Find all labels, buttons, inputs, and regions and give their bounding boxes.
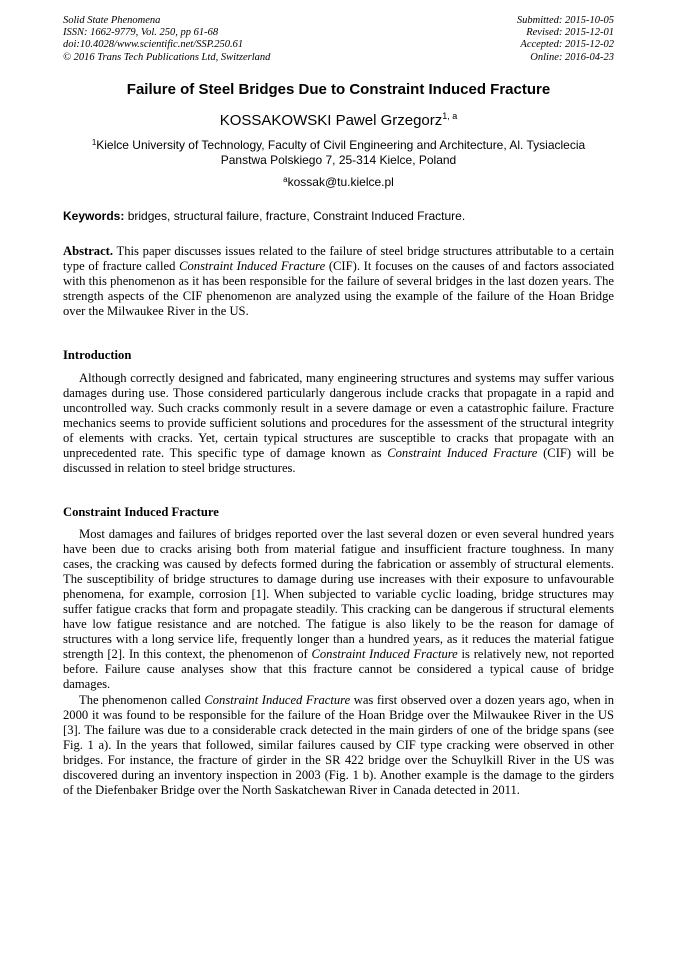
date-online: Online: 2016-04-23 xyxy=(530,51,614,63)
email-superscript: a xyxy=(283,175,288,184)
abstract xyxy=(63,244,614,319)
affiliation-line-2: Panstwa Polskiego 7, 25-314 Kielce, Poland xyxy=(220,153,457,167)
cif-p2-italic-term: Constraint Induced Fracture xyxy=(204,692,351,707)
cif-heading: Constraint Induced Fracture xyxy=(63,505,219,519)
cif-p1-italic-term: Constraint Induced Fracture xyxy=(311,647,458,662)
abstract-label: Abstract. xyxy=(63,244,114,258)
affiliation xyxy=(63,138,614,168)
abstract-text-1: This paper discusses issues related to the failure of steel bridge structures attributable to a certain type of fracture called xyxy=(63,244,614,274)
journal-copyright: © 2016 Trans Tech Publications Ltd, Switzerland xyxy=(63,51,271,63)
cif-p1-text-1: Most damages and failures of bridges reported over the last several dozen or even several hundred years have been due to cracks arising both from material fatigue and insufficient fracture toughness. In many cases, the cracking was caused by defects formed during the fabrication or assembly of structural elements. The susceptibility of bridge structures to damage during use increases with their exposure to unfavourable phenomena, for example, corrosion [1]. When subjected to variable cyclic loading, bridge structures may suffer fatigue cracks that form and propagate steadily. This cracking can be dangerous if structural elements have low fatigue resistance and are notched. The fatigue is also likely to be the reason for damage of structures with a long service life, frequently longer than a hundred years, as it reduces the material fatigue strength [2]. In this context, the phenomenon of xyxy=(63,527,614,662)
cif-p2-text-2: was first observed over a dozen years ago, when in 2000 it was found to be responsible for the failure of the Hoan Bridge over the Milwaukee River in the US [3]. The failure was due to a considerable crack detected in the main girders of one of the bridge spans (see Fig. 1 a). In the years that followed, similar failures caused by CIF type cracking were observed in other bridges. For instance, the fracture of girder in the SR 422 bridge over the Schuylkill River in the US was discovered during an inventory inspection in 2003 (Fig. 1 b). Another example is the damage to the girders of the Diefenbaker Bridge over the North Saskatchewan River in Canada detected in 2011. xyxy=(63,692,614,797)
paper-title: Failure of Steel Bridges Due to Constraint Induced Fracture xyxy=(126,81,551,98)
cif-section xyxy=(63,527,614,798)
cif-p2-text-1: The phenomenon called xyxy=(79,692,205,707)
introduction-heading: Introduction xyxy=(63,348,132,362)
date-submitted: Submitted: 2015-10-05 xyxy=(516,15,614,26)
author-email xyxy=(63,175,614,190)
journal-name: Solid State Phenomena xyxy=(63,15,161,26)
keywords-text: bridges, structural failure, fracture, Constraint Induced Fracture. xyxy=(124,209,466,223)
introduction-paragraph xyxy=(63,371,614,476)
introduction-text-2: (CIF) will be discussed in relation to steel bridge structures. xyxy=(63,446,614,476)
cif-p1-text-2: is relatively new, not reported before. Failure cause analyses show that this fracture cannot be considered a typical cause of bridge damages. xyxy=(63,647,614,692)
author-line xyxy=(63,112,614,130)
journal-doi[interactable]: doi:10.4028/www.scientific.net/SSP.250.61 xyxy=(63,39,244,51)
email-address[interactable]: kossak@tu.kielce.pl xyxy=(287,175,394,189)
affiliation-superscript: 1 xyxy=(91,138,97,147)
keywords-label: Keywords: xyxy=(63,209,125,223)
journal-header xyxy=(63,15,383,64)
journal-issn: ISSN: 1662-9779, Vol. 250, pp 61-68 xyxy=(63,27,219,39)
cif-paragraph-2 xyxy=(63,693,614,798)
introduction-text-1: Although correctly designed and fabricated, many engineering structures and systems may suffer various damages during use. Those considered particularly dangerous include cracks that propagate in a rapid and uncontrolled way. Such cracks commonly result in a severe damage or even a catastrophic failure. Fracture mechanics seems to provide sufficient solutions and procedures for the assessment of the structural integrity of elements with cracks. Yet, certain typical structures are susceptible to cracks that propagate with an unprecedented rate. This specific type of damage known as xyxy=(63,371,614,461)
date-accepted: Accepted: 2015-12-02 xyxy=(520,39,614,51)
introduction-italic-term: Constraint Induced Fracture xyxy=(387,446,538,461)
abstract-text-2: (CIF). It focuses on the causes of and factors associated with this phenomenon as it has been responsible for the failure of several bridges in the last dozen years. The strength aspects of the CIF phenomenon are analyzed using the example of the failure of the Hoan Bridge over the Milwaukee River in the US. xyxy=(63,259,615,319)
author-superscript: 1, a xyxy=(442,111,458,121)
keywords xyxy=(63,209,614,224)
affiliation-line-1: Kielce University of Technology, Faculty of Civil Engineering and Architecture, Al. Tysiaclecia xyxy=(96,138,586,152)
date-revised: Revised: 2015-12-01 xyxy=(526,27,614,39)
abstract-italic-term: Constraint Induced Fracture xyxy=(179,259,326,274)
cif-paragraph-1 xyxy=(63,527,614,693)
author-name: KOSSAKOWSKI Pawel Grzegorz xyxy=(219,112,443,129)
publication-dates xyxy=(354,15,614,64)
